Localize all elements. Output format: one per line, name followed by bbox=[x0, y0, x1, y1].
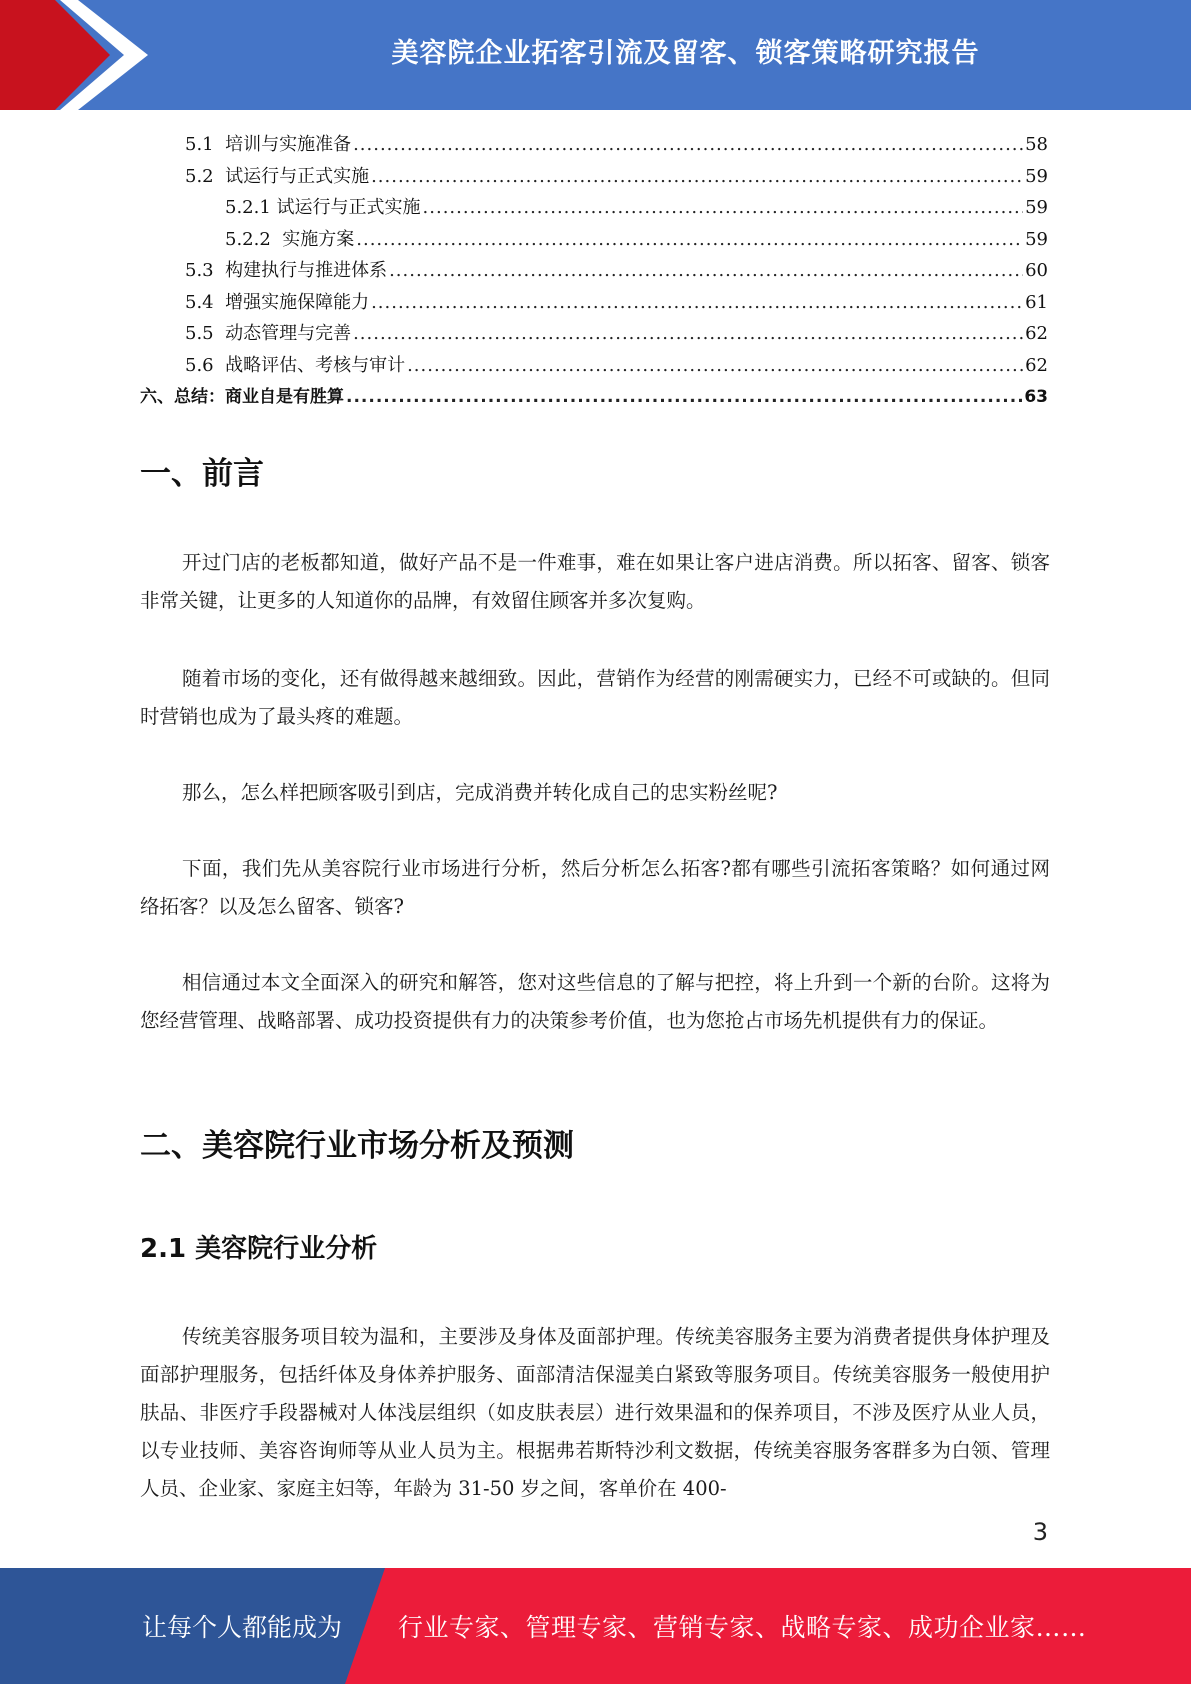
page-number: 3 bbox=[1032, 1518, 1048, 1546]
toc-entry[interactable] bbox=[140, 130, 1048, 162]
toc-dot-leader bbox=[371, 166, 1023, 187]
toc-entry-label: 5.2.1 试运行与正式实施 bbox=[225, 197, 421, 218]
page-header bbox=[0, 0, 1191, 110]
paragraph: 随着市场的变化，还有做得越来越细致。因此，营销作为经营的刚需硬实力，已经不可或缺的。但同时营销也成为了最头疼的难题。 bbox=[140, 667, 1050, 728]
toc-entry[interactable] bbox=[140, 256, 1048, 288]
header-chevron-decoration bbox=[0, 0, 150, 110]
section-heading-market: 二、美容院行业市场分析及预测 bbox=[140, 1128, 574, 1164]
toc-dot-leader bbox=[346, 387, 1022, 407]
paragraph: 那么，怎么样把顾客吸引到店，完成消费并转化成自己的忠实粉丝呢? bbox=[182, 781, 778, 804]
toc-entry[interactable] bbox=[140, 319, 1048, 351]
toc-entry[interactable] bbox=[140, 351, 1048, 383]
toc-dot-leader bbox=[356, 229, 1023, 250]
footer-slogan-left: 让每个人都能成为 bbox=[142, 1613, 343, 1642]
toc-entry-page: 60 bbox=[1025, 260, 1048, 281]
table-of-contents bbox=[140, 130, 1048, 414]
toc-entry-page: 59 bbox=[1025, 165, 1048, 187]
toc-entry-label: 六、总结：商业自是有胜算 bbox=[140, 387, 344, 407]
paragraph: 传统美容服务项目较为温和，主要涉及身体及面部护理。传统美容服务主要为消费者提供身体护理及面部护理服务，包括纤体及身体养护服务、面部清洁保湿美白紧致等服务项目。传统美容服务一般使用护肤品、非医疗手段器械对人体浅层组织（如皮肤表层）进行效果温和的保养项目，不涉及医疗从业人员，以专业技师、美容咨询师等从业人员为主。根据弗若斯特沙利文数据，传统美容服务客群多为白领、管理人员、企业家、家庭主妇等，年龄为 31-50 岁之间，客单价在 400- bbox=[140, 1325, 1050, 1500]
toc-entry-page: 61 bbox=[1025, 291, 1048, 313]
toc-entry[interactable] bbox=[140, 162, 1048, 194]
toc-entry-label: 5.2.2 实施方案 bbox=[225, 228, 355, 250]
toc-entry-page: 62 bbox=[1025, 323, 1048, 344]
toc-entry[interactable] bbox=[140, 288, 1048, 320]
page-footer bbox=[0, 1568, 1191, 1684]
toc-entry-page: 63 bbox=[1024, 387, 1048, 407]
toc-entry[interactable] bbox=[140, 382, 1048, 414]
toc-dot-leader bbox=[423, 197, 1024, 218]
toc-entry-page: 59 bbox=[1025, 197, 1048, 218]
toc-dot-leader bbox=[407, 355, 1023, 376]
toc-dot-leader bbox=[353, 323, 1023, 344]
toc-dot-leader bbox=[371, 292, 1023, 313]
toc-entry-page: 59 bbox=[1025, 228, 1048, 250]
paragraph: 相信通过本文全面深入的研究和解答，您对这些信息的了解与把控，将上升到一个新的台阶。这将为您经营管理、战略部署、成功投资提供有力的决策参考价值，也为您抢占市场先机提供有力的保证。 bbox=[140, 971, 1050, 1032]
section-heading-preface: 一、前言 bbox=[140, 456, 264, 492]
toc-entry-label: 5.5 动态管理与完善 bbox=[185, 323, 352, 344]
toc-entry-page: 58 bbox=[1025, 134, 1048, 155]
toc-entry-label: 5.2 试运行与正式实施 bbox=[185, 165, 370, 187]
toc-entry-label: 5.3 构建执行与推进体系 bbox=[185, 260, 388, 281]
header-title: 美容院企业拓客引流及留客、锁客策略研究报告 bbox=[391, 37, 980, 69]
toc-dot-leader bbox=[389, 260, 1023, 281]
paragraph: 开过门店的老板都知道，做好产品不是一件难事，难在如果让客户进店消费。所以拓客、留客、锁客非常关键，让更多的人知道你的品牌，有效留住顾客并多次复购。 bbox=[140, 551, 1050, 612]
toc-entry-label: 5.4 增强实施保障能力 bbox=[185, 291, 370, 313]
footer-slogan-right: 行业专家、管理专家、营销专家、战略专家、成功企业家…… bbox=[398, 1613, 1087, 1642]
toc-entry[interactable] bbox=[140, 193, 1048, 225]
toc-entry-label: 5.6 战略评估、考核与审计 bbox=[185, 354, 406, 376]
toc-entry-label: 5.1 培训与实施准备 bbox=[185, 134, 352, 155]
subsection-heading: 2.1 美容院行业分析 bbox=[140, 1234, 378, 1264]
toc-dot-leader bbox=[353, 134, 1023, 155]
paragraph: 下面，我们先从美容院行业市场进行分析，然后分析怎么拓客?都有哪些引流拓客策略？如何通过网络拓客？以及怎么留客、锁客? bbox=[140, 857, 1050, 918]
toc-entry-page: 62 bbox=[1025, 354, 1048, 376]
toc-entry[interactable] bbox=[140, 225, 1048, 257]
